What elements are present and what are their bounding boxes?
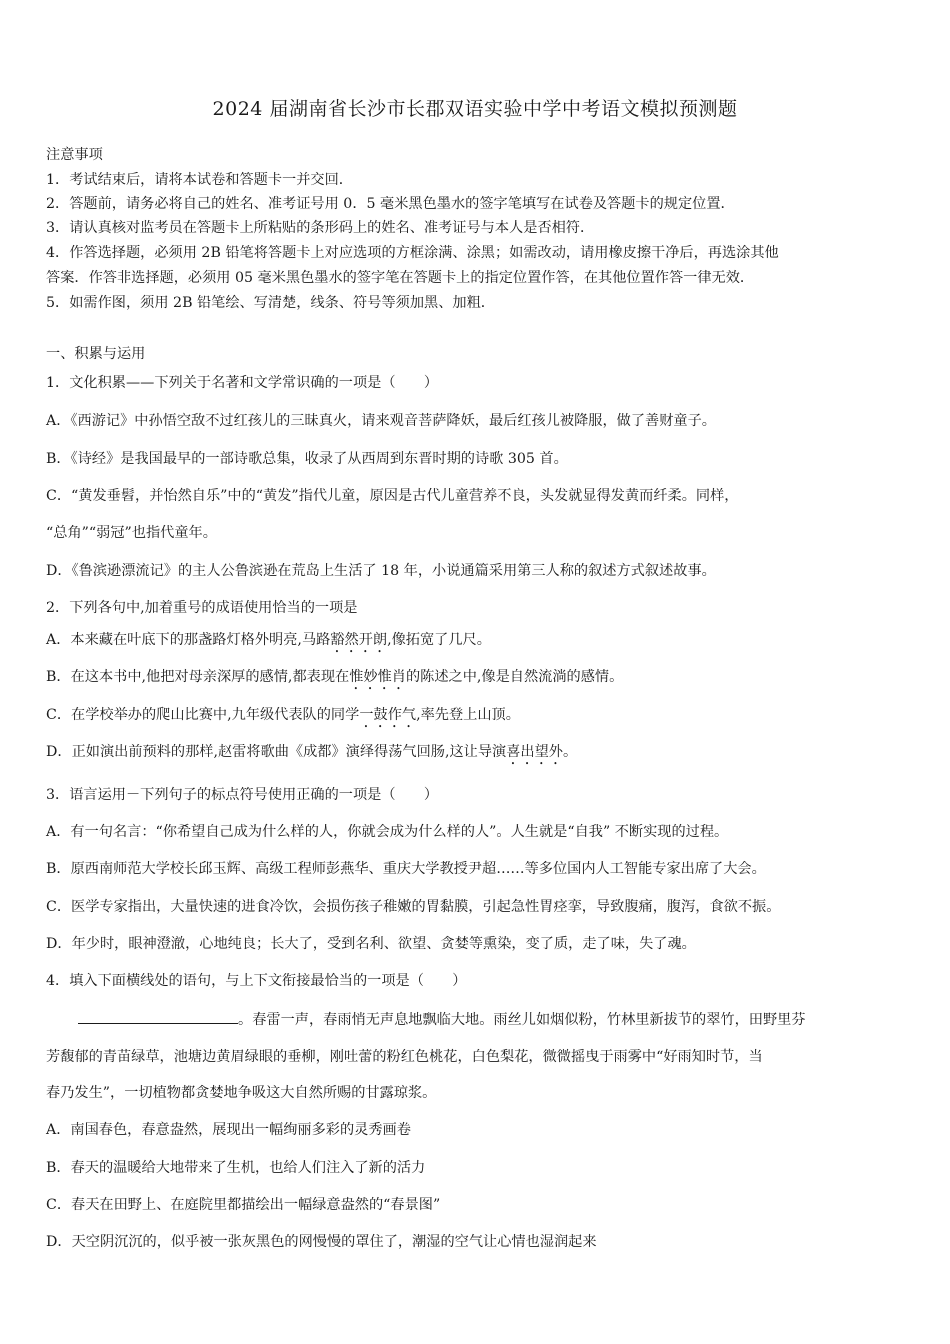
q1-option-c: C．“黄发垂髫，并怡然自乐”中的“黄发”指代儿童，原因是古代儿童营养不良，头发就显得发黄而纤柔。同样，	[46, 488, 739, 504]
q4-option-d: D．天空阴沉沉的，似乎被一张灰黑色的网慢慢的罩住了，潮湿的空气让心情也湿润起来	[46, 1234, 597, 1250]
q4-option-a: A．南国春色，春意盎然，展现出一幅绚丽多彩的灵秀画卷	[46, 1122, 411, 1138]
q3-stem: 3．语言运用－下列句子的标点符号使用正确的一项是（ ）	[46, 787, 439, 803]
q3-option-a: A．有一句名言：“你希望自己成为什么样的人，你就会成为什么样的人”。人生就是“自我” 不断实现的过程。	[46, 824, 729, 840]
q1-option-a: A．《西游记》中孙悟空敌不过红孩儿的三昧真火，请来观音菩萨降妖，最后红孩儿被降服，做了善财童子。	[46, 413, 716, 429]
q2-stem: 2．下列各句中,加着重号的成语使用恰当的一项是	[46, 600, 358, 616]
q2-option-a: A．本来藏在叶底下的那盏路灯格外明亮,马路豁然开朗,像拓宽了几尺。	[46, 632, 491, 648]
notice-item-4-cont: 答案．作答非选择题，必须用 05 毫米黑色墨水的签字笔在答题卡上的指定位置作答，在其他位置作答一律无效．	[46, 270, 755, 286]
notice-item-3: 3．请认真核对监考员在答题卡上所粘贴的条形码上的姓名、准考证号与本人是否相符．	[46, 220, 595, 236]
q1-option-d: D．《鲁滨逊漂流记》的主人公鲁滨逊在荒岛上生活了 18 年，小说通篇采用第三人称的叙述方式叙述故事。	[46, 563, 716, 579]
q3-option-c: C．医学专家指出，大量快速的进食冷饮，会损伤孩子稚嫩的胃黏膜，引起急性胃痉挛，导致腹痛，腹泻，食欲不振。	[46, 899, 781, 915]
q1-option-b: B．《诗经》是我国最早的一部诗歌总集，收录了从西周到东晋时期的诗歌 305 首。	[46, 451, 568, 467]
q1-stem: 1．文化积累——下列关于名著和文学常识确的一项是（ ）	[46, 375, 439, 391]
q2-option-d: D．正如演出前预料的那样,赵雷将歌曲《成都》演绎得荡气回肠,这让导演喜出望外。	[46, 744, 578, 760]
q2-option-b: B．在这本书中,他把对母亲深厚的感情,都表现在惟妙惟肖的陈述之中,像是自然流淌的感情。	[46, 669, 624, 685]
q4-stem: 4．填入下面横线处的语句，与上下文衔接最恰当的一项是（ ）	[46, 973, 467, 989]
emphasized-idiom: 一鼓作气	[359, 707, 417, 723]
notice-item-2: 2．答题前，请务必将自己的姓名、准考证号用 0．5 毫米黑色墨水的签字笔填写在试卷及答题卡的规定位置．	[46, 196, 735, 212]
fill-in-blank	[78, 1009, 238, 1024]
q4-passage-line-2: 芳馥郁的青苗绿草，池塘边黄眉绿眼的垂柳，刚吐蕾的粉红色桃花，白色梨花，微微摇曳于雨雾中“好雨知时节，当	[46, 1049, 763, 1065]
emphasized-idiom: 豁然开朗	[330, 632, 388, 648]
section-heading: 一、积累与运用	[46, 346, 146, 362]
q4-option-b: B．春天的温暖给大地带来了生机，也给人们注入了新的活力	[46, 1160, 426, 1176]
q1-option-c-cont: “总角”“弱冠”也指代童年。	[46, 525, 217, 541]
q4-option-c: C．春天在田野上、在庭院里都描绘出一幅绿意盎然的“春景图”	[46, 1197, 441, 1213]
q4-passage-line-1: 。春雷一声，春雨悄无声息地飘临大地。雨丝儿如烟似粉，竹林里新拔节的翠竹，田野里芬	[46, 1009, 806, 1030]
q2-option-c: C．在学校举办的爬山比赛中,九年级代表队的同学一鼓作气,率先登上山顶。	[46, 707, 520, 723]
notice-item-5: 5．如需作图，须用 2B 铅笔绘、写清楚，线条、符号等须加黑、加粗．	[46, 295, 495, 311]
notice-heading: 注意事项	[46, 147, 103, 163]
q3-option-b: B．原西南师范大学校长邱玉辉、高级工程师彭燕华、重庆大学教授尹超……等多位国内人工智能专家出席了大会。	[46, 861, 766, 877]
emphasized-idiom: 惟妙惟肖	[349, 669, 406, 685]
notice-item-4: 4．作答选择题，必须用 2B 铅笔将答题卡上对应选项的方框涂满、涂黑；如需改动，请用橡皮擦干净后，再选涂其他	[46, 245, 779, 261]
emphasized-idiom: 喜出望外	[506, 744, 563, 760]
q3-option-d: D．年少时，眼神澄澈，心地纯良；长大了，受到名利、欲望、贪婪等熏染，变了质，走了味，失了魂。	[46, 936, 696, 952]
page-title: 2024 届湖南省长沙市长郡双语实验中学中考语文模拟预测题	[212, 98, 738, 120]
q4-passage-line-3: 春乃发生”，一切植物都贪婪地争吸这大自然所赐的甘露琼浆。	[46, 1085, 437, 1101]
notice-item-1: 1．考试结束后，请将本试卷和答题卡一并交回．	[46, 172, 353, 188]
